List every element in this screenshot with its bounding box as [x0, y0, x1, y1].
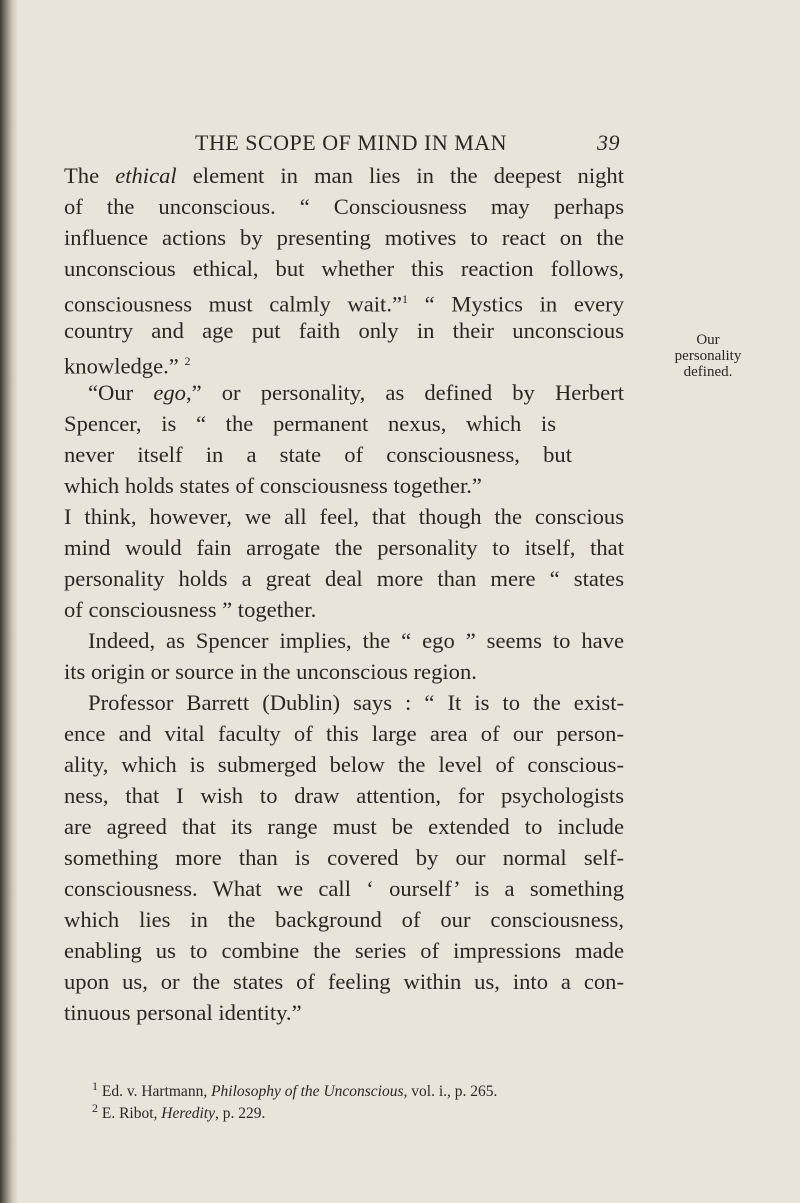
text-line: consciousness must calmly wait.”$^1$ “ Mystics in every	[64, 291, 624, 317]
body-text	[64, 160, 624, 1028]
footnote-ref-1: 1	[402, 292, 409, 306]
text-line: knowledge.” $^2$	[64, 353, 191, 379]
footnotes	[92, 1078, 652, 1122]
running-header	[195, 130, 620, 156]
text-line: its origin or source in the unconscious region.	[64, 659, 477, 684]
text-line: Indeed, as Spencer implies, the “ ego ” seems to have	[88, 628, 624, 653]
text-line: of consciousness ” together.	[64, 597, 317, 622]
running-title: THE SCOPE OF MIND IN MAN	[195, 130, 508, 155]
text-line: I think, however, we all feel, that though the conscious	[64, 504, 624, 529]
text-line: consciousness. What we call ‘ ourself’ is a something	[64, 876, 624, 901]
margin-note-line: personality	[674, 348, 742, 364]
emphasis-ego: ego	[153, 380, 186, 405]
text-line: country and age put faith only in their unconscious	[64, 318, 624, 343]
text-line: influence actions by presenting motives to react on the	[64, 225, 624, 250]
text-line: ality, which is submerged below the level of conscious-	[64, 752, 624, 777]
text-line: personality holds a great deal more than mere “ states	[64, 566, 624, 591]
footnote-ref-2: 2	[184, 354, 191, 368]
book-binding-edge	[0, 0, 18, 1203]
text-line: mind would fain arrogate the personality to itself, that	[64, 535, 624, 560]
footnote-2: $^2$ E. Ribot, Heredity, p. 229.	[92, 1101, 266, 1123]
text-line: are agreed that its range must be extended to include	[64, 814, 624, 839]
footnote-1: $^1$ Ed. v. Hartmann, Philosophy of the Unconscious, vol. i., p. 265.	[92, 1079, 498, 1101]
text-line: Spencer, is “ the permanent nexus, which is	[64, 411, 556, 436]
emphasis-ethical: ethical	[115, 163, 177, 188]
text-line: ness, that I wish to draw attention, for psychologists	[64, 783, 624, 808]
margin-note-line: defined.	[683, 364, 733, 380]
text-line: Professor Barrett (Dublin) says : “ It is to the exist-	[88, 690, 624, 715]
text-line: enabling us to combine the series of impressions made	[64, 938, 624, 963]
text-line: unconscious ethical, but whether this reaction follows,	[64, 256, 624, 281]
text-line: never itself in a state of consciousness, but	[64, 442, 572, 467]
text-line: “Our ego,” or personality, as defined by Herbert	[88, 380, 624, 405]
margin-note	[648, 332, 768, 380]
margin-note-line: Our	[696, 332, 720, 348]
text-line: which lies in the background of our consciousness,	[64, 907, 624, 932]
text-line: which holds states of consciousness together.”	[64, 473, 482, 498]
text-line: something more than is covered by our normal self-	[64, 845, 624, 870]
text-line: upon us, or the states of feeling within us, into a con-	[64, 969, 624, 994]
text-line: tinuous personal identity.”	[64, 1000, 302, 1025]
page-number: 39	[597, 130, 620, 155]
text-line: of the unconscious. “ Consciousness may perhaps	[64, 194, 624, 219]
text-line: The ethical element in man lies in the deepest night	[64, 163, 624, 188]
text-line: ence and vital faculty of this large area of our person-	[64, 721, 624, 746]
